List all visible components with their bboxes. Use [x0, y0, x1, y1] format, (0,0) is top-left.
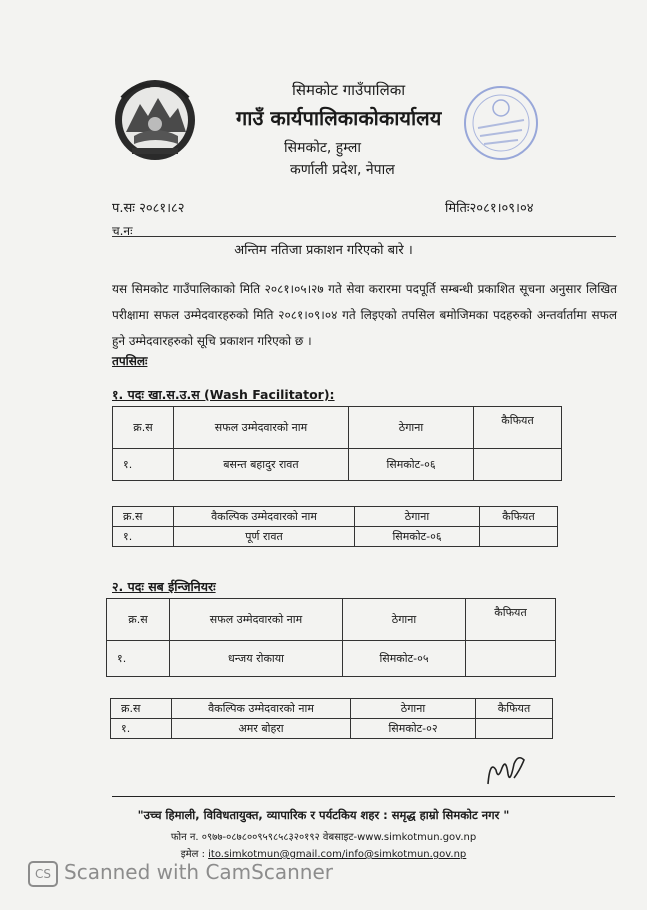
table-header: ठेगाना	[351, 699, 476, 719]
table-header: कैफियत	[466, 599, 556, 641]
table-cell: १.	[113, 449, 174, 481]
office-province: कर्णाली प्रदेश, नेपाल	[290, 162, 395, 178]
office-location: सिमकोट, हुम्ला	[284, 140, 361, 156]
table-row	[113, 527, 558, 547]
footer-email	[0, 846, 647, 860]
table-cell: सिमकोट-०६	[349, 449, 474, 481]
section-1-alternate-table	[112, 506, 558, 547]
table-row	[113, 449, 562, 481]
section-2-title: २. पदः सब ईन्जिनियरः	[112, 579, 216, 594]
email-link[interactable]: ito.simkotmun@gmail.com/info@simkotmun.gov.np	[208, 849, 467, 860]
office-name: गाउँ कार्यपालिकाकोकार्यालय	[236, 106, 442, 130]
table-cell: धन्जय रोकाया	[170, 641, 343, 677]
table-cell	[466, 641, 556, 677]
dispatch-number: च.नः	[112, 224, 133, 238]
letter-subject: अन्तिम नतिजा प्रकाशन गरिएको बारे ।	[234, 243, 413, 258]
details-label: तपसिलः	[112, 354, 148, 368]
footer-contact: फोन न. ०९७७-०८७८००९५९८५८३२०१९२ वेबसाइट-www.simkotmun.gov.np	[170, 832, 477, 843]
section-1-selected-table	[112, 406, 562, 481]
table-cell: १.	[113, 527, 174, 547]
municipality-name: सिमकोट गाउँपालिका	[292, 81, 406, 99]
section-2-alternate-table	[110, 698, 553, 739]
table-header: कैफियत	[474, 407, 562, 449]
table-header: वैकल्पिक उम्मेदवारको नाम	[172, 699, 351, 719]
table-cell: सिमकोट-०५	[343, 641, 466, 677]
header-divider	[112, 236, 616, 237]
table-cell: सिमकोट-०६	[355, 527, 480, 547]
table-row	[107, 641, 556, 677]
section-1-title: १. पदः खा.स.उ.स (Wash Facilitator):	[112, 387, 335, 402]
footer-divider	[112, 796, 615, 797]
email-label: इमेल :	[180, 849, 205, 860]
table-cell	[476, 719, 553, 739]
table-cell	[474, 449, 562, 481]
reference-number: प.सः २०८१।८२	[112, 201, 185, 216]
camscanner-watermark	[28, 860, 333, 887]
footer-slogan: "उच्च हिमाली, विविधतायुक्त, व्यापारिक र पर्यटकिय शहर : समृद्ध हाम्रो सिमकोट नगर "	[137, 808, 510, 822]
table-cell: १.	[107, 641, 170, 677]
table-header: ठेगाना	[355, 507, 480, 527]
table-header: क्र.स	[111, 699, 172, 719]
table-header: कैफियत	[480, 507, 558, 527]
table-cell	[480, 527, 558, 547]
table-header-row	[107, 599, 556, 641]
table-cell: १.	[111, 719, 172, 739]
table-header: क्र.स	[113, 507, 174, 527]
section-2-selected-table	[106, 598, 556, 677]
table-header-row	[111, 699, 553, 719]
table-header: क्र.स	[107, 599, 170, 641]
table-cell: पूर्ण रावत	[174, 527, 355, 547]
camscanner-icon: CS	[28, 861, 58, 887]
nepal-emblem-icon	[112, 74, 198, 166]
letter-date: मितिः२०८१।०९।०४	[445, 201, 534, 216]
table-header: सफल उम्मेदवारको नाम	[170, 599, 343, 641]
table-header: ठेगाना	[343, 599, 466, 641]
handwritten-signature-icon	[484, 750, 528, 790]
table-cell: सिमकोट-०२	[351, 719, 476, 739]
table-header: क्र.स	[113, 407, 174, 449]
table-header: सफल उम्मेदवारको नाम	[174, 407, 349, 449]
letter-body: यस सिमकोट गाउँपालिकाको मिति २०८१।०५।२७ गते सेवा करारमा पदपूर्ति सम्बन्धी प्रकाशित सूचना अनुसार लिखित परीक्षामा सफल उम्मेदवारहरुको मिति २०८१।०९।०४ गते लिइएको तपसिल बमोजिमका पदहरुको अन्तर्वार्तामा सफल हुने उम्मेदवारहरुको सूचि प्रकाशन गरिएको छ ।	[112, 282, 617, 348]
table-header: कैफियत	[476, 699, 553, 719]
camscanner-text: Scanned with CamScanner	[64, 860, 333, 884]
table-cell: अमर बोहरा	[172, 719, 351, 739]
table-cell: बसन्त बहादुर रावत	[174, 449, 349, 481]
table-row	[111, 719, 553, 739]
table-header-row	[113, 407, 562, 449]
table-header: वैकल्पिक उम्मेदवारको नाम	[174, 507, 355, 527]
table-header-row	[113, 507, 558, 527]
table-header: ठेगाना	[349, 407, 474, 449]
